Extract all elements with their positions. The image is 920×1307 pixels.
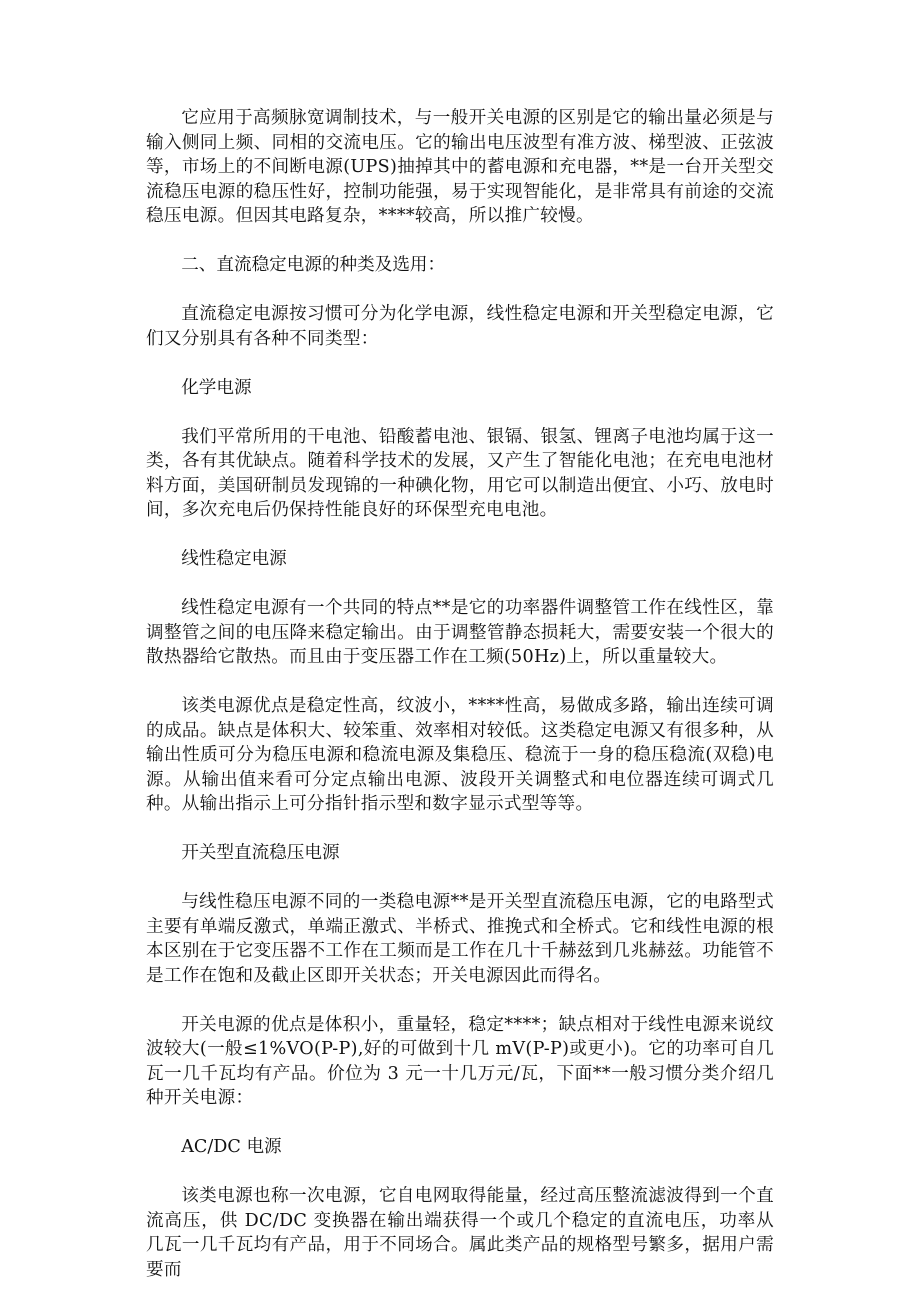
paragraph-ac-regulator-description: 它应用于高频脉宽调制技术，与一般开关电源的区别是它的输出量必须是与输入侧同上频、同相的交流电压。它的输出电压波型有准方波、梯型波、正弦波等，市场上的不间断电源(UPS)抽掉其中的蓄电源和充电器，**是一台开关型交流稳压电源的稳压性好，控制功能强，易于实现智能化，是非常具有前途的交流稳压电源。但因其电路复杂，****较高，所以推广较慢。	[146, 108, 774, 226]
paragraph-chemical-power: 我们平常所用的干电池、铅酸蓄电池、银镉、银氢、锂离子电池均属于这一类，各有其优缺点。随着科学技术的发展，又产生了智能化电池；在充电电池材料方面，美国研制员发现锦的一种碘化物，用它可以制造出便宜、小巧、放电时间，多次充电后仍保持性能良好的环保型充电电池。	[146, 426, 774, 520]
paragraph-ac-dc-power: 该类电源也称一次电源，它自电网取得能量，经过高压整流滤波得到一个直流高压，供 DC/DC 变换器在输出端获得一个或几个稳定的直流电压，功率从几瓦一几千瓦均有产品，用于不同场合。属此类产品的规格型号繁多，据用户需要而	[146, 1186, 774, 1280]
section-heading-dc-supply-types: 二、直流稳定电源的种类及选用：	[181, 255, 446, 275]
subheading-switching-dc-power: 开关型直流稳压电源	[181, 843, 340, 863]
subheading-chemical-power: 化学电源	[181, 377, 252, 398]
paragraph-switching-pros-cons: 开关电源的优点是体积小，重量轻，稳定****；缺点相对于线性电源来说纹波较大(一般≤1%VO(P-P),好的可做到十几 mV(P-P)或更小)。它的功率可自几瓦一几千瓦均有产品。价位为 3 元一十几万元/瓦，下面**一般习惯分类介绍几种开关电源：	[146, 1014, 774, 1108]
paragraph-linear-power-feature: 线性稳定电源有一个共同的特点**是它的功率器件调整管工作在线性区，靠调整管之间的电压降来稳定输出。由于调整管静态损耗大，需要安装一个很大的散热器给它散热。而且由于变压器工作在工频(50Hz)上，所以重量较大。	[146, 598, 774, 667]
subheading-ac-dc-power: AC/DC 电源	[181, 1137, 282, 1157]
paragraph-dc-supply-classification: 直流稳定电源按习惯可分为化学电源，线性稳定电源和开关型稳定电源，它们又分别具有各种不同类型：	[146, 304, 774, 349]
paragraph-switching-circuit-types: 与线性稳压电源不同的一类稳电源**是开关型直流稳压电源，它的电路型式主要有单端反激式，单端正激式、半桥式、推挽式和全桥式。它和线性电源的根本区别在于它变压器不工作在工频而是工作在几十千赫兹到几兆赫兹。功能管不是工作在饱和及截止区即开关状态；开关电源因此而得名。	[146, 892, 774, 986]
paragraph-linear-power-pros-cons: 该类电源优点是稳定性高，纹波小，****性高，易做成多路，输出连续可调的成品。缺点是体积大、较笨重、效率相对较低。这类稳定电源又有很多种，从输出性质可分为稳压电源和稳流电源及集稳压、稳流于一身的稳压稳流(双稳)电源。从输出值来看可分定点输出电源、波段开关调整式和电位器连续可调式几种。从输出指示上可分指针指示型和数字显示式型等等。	[146, 696, 774, 814]
subheading-linear-power: 线性稳定电源	[181, 549, 287, 569]
document-body	[146, 106, 774, 1307]
